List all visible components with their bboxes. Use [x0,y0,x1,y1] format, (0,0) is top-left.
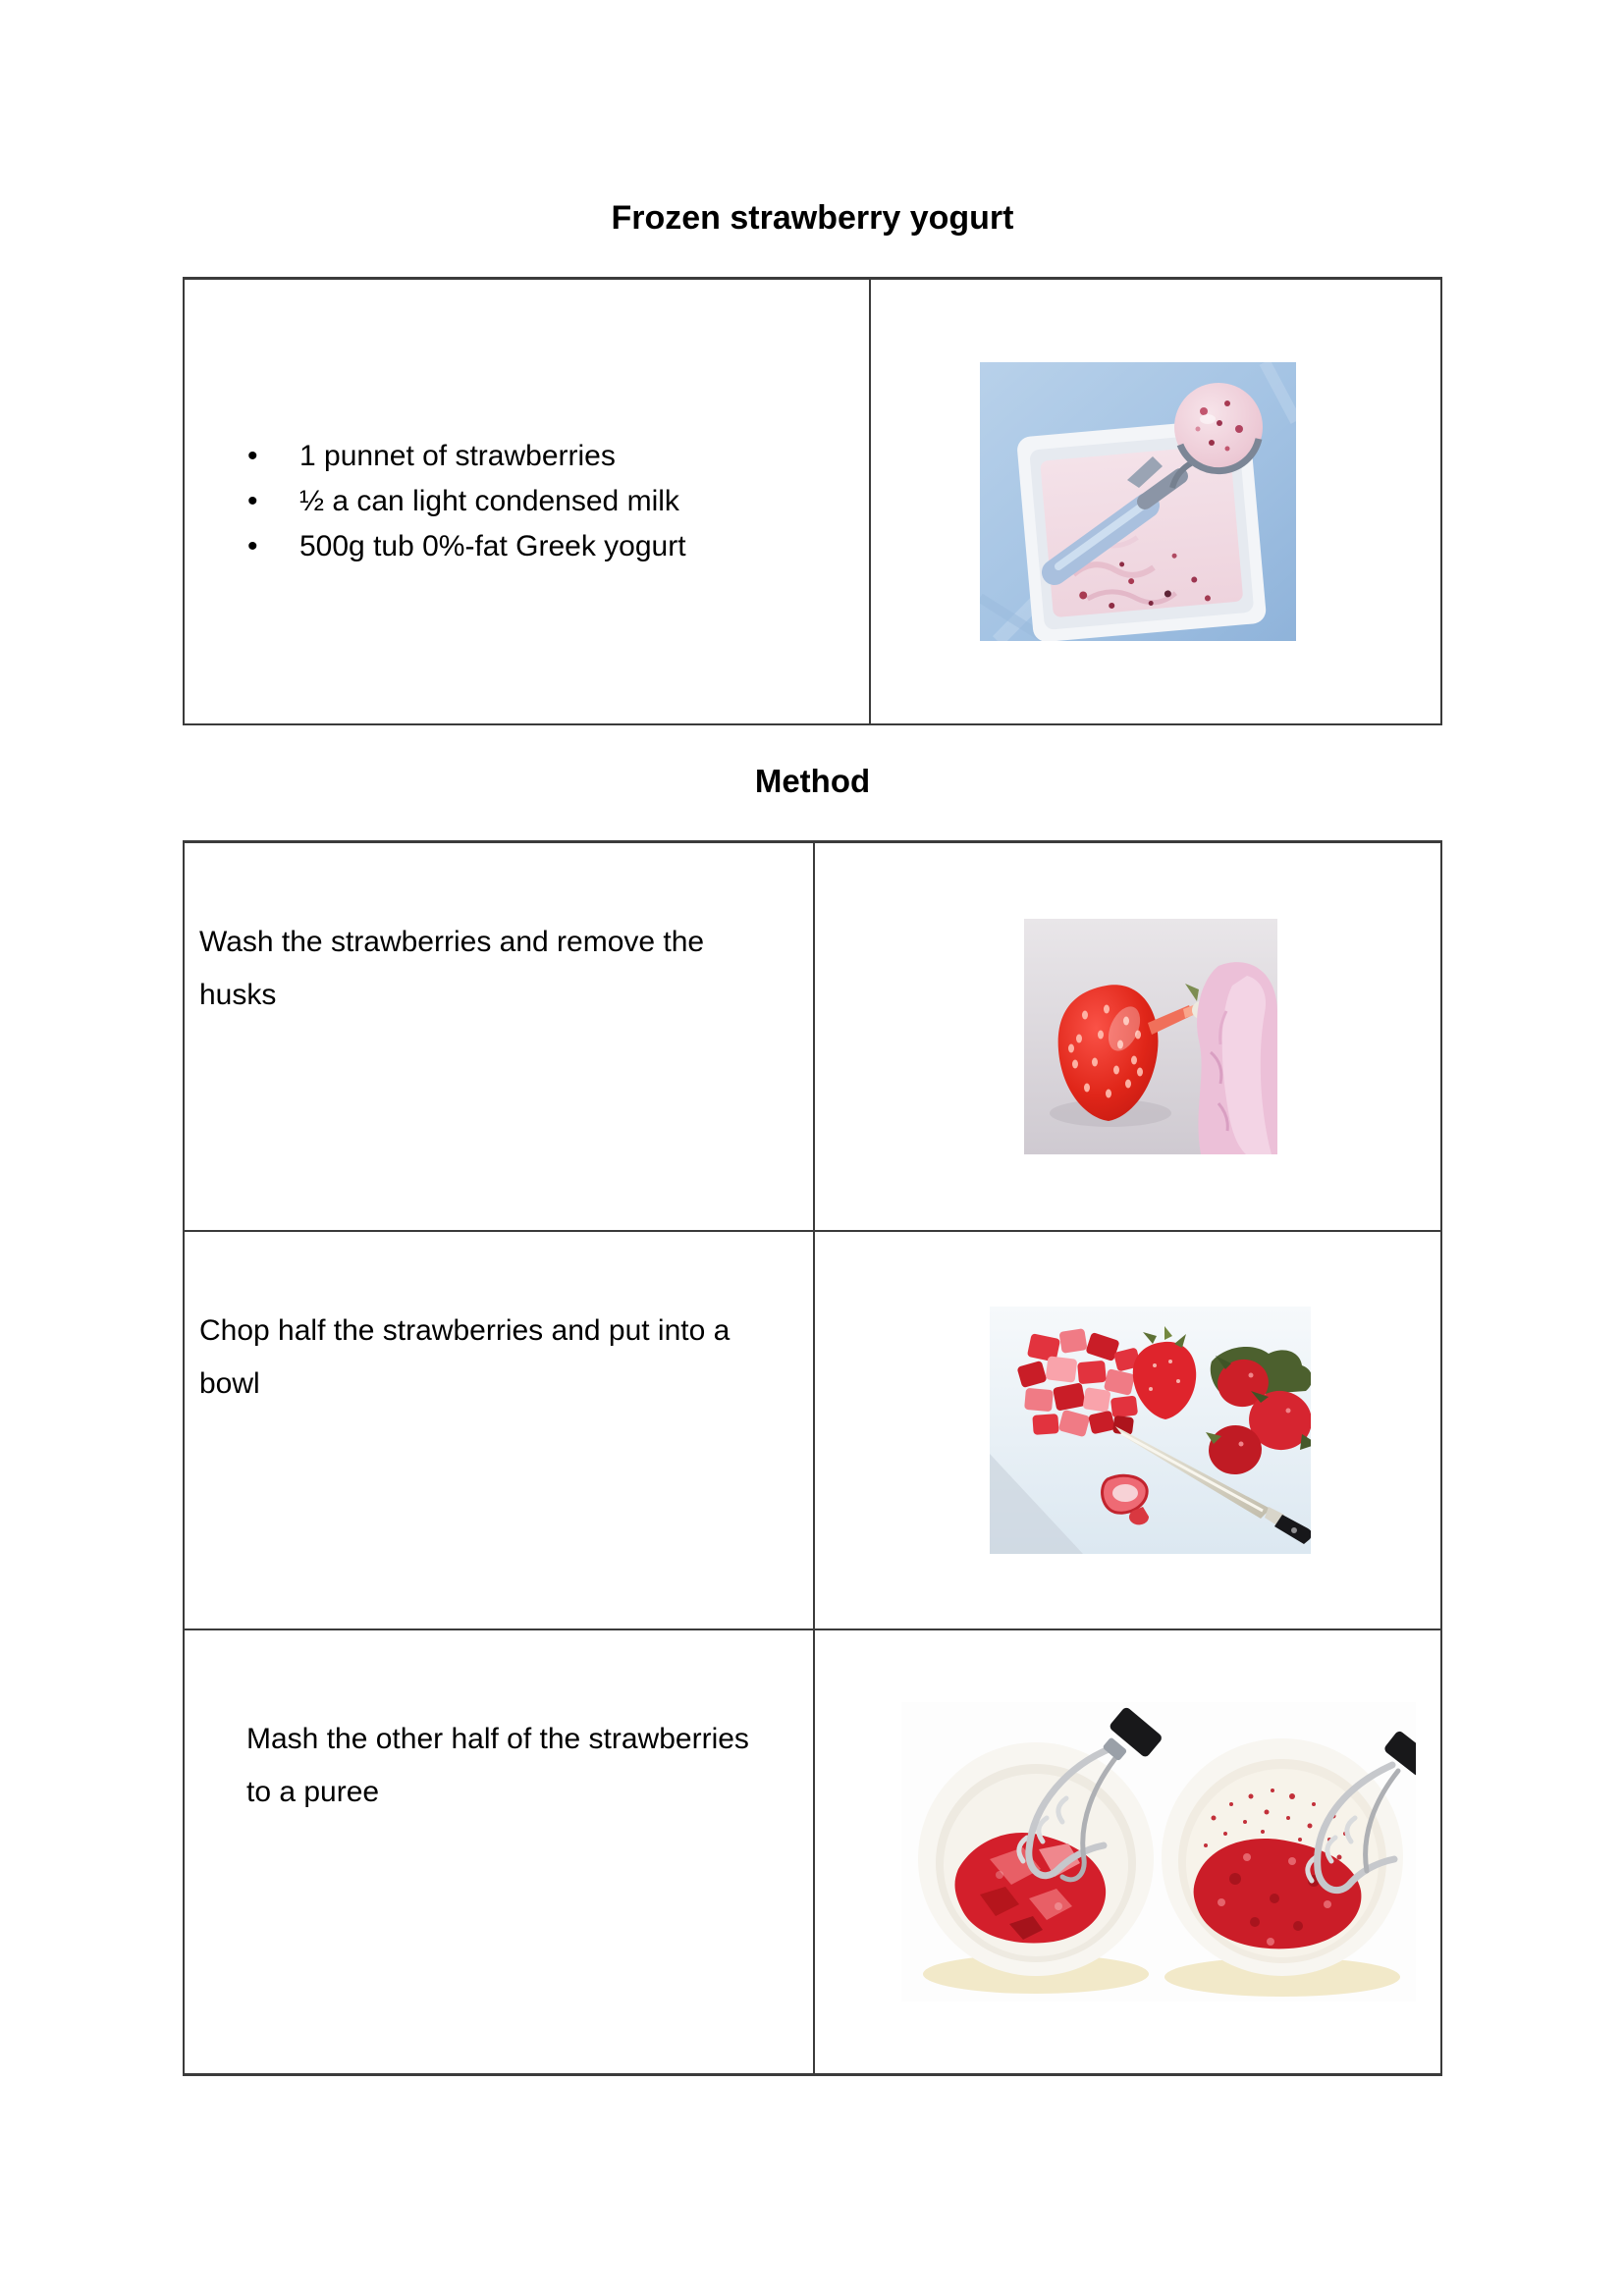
mashed-strawberries-bowls-photo [901,1702,1416,2002]
method-photo-cell [815,1232,1440,1629]
method-photo-cell [815,1630,1440,2073]
method-photo-cell [815,843,1440,1230]
method-table [183,840,1442,2076]
ingredients-cell [185,280,871,723]
method-step-text: Mash the other half of the strawberries to a puree [246,1723,749,1808]
ingredient-item: • ½ a can light condensed milk [185,479,686,524]
method-step-cell [185,843,815,1230]
ingredient-item: • 1 punnet of strawberries [185,434,686,479]
frozen-yogurt-photo [980,362,1296,641]
ingredients-table [183,277,1442,725]
ingredients-list [185,434,686,569]
document-title: Frozen strawberry yogurt [611,199,1014,237]
ingredient-item: • 500g tub 0%-fat Greek yogurt [185,524,686,569]
method-heading: Method [754,763,871,799]
method-row-3 [185,1630,1440,2073]
method-step-cell [185,1630,815,2073]
method-row-2 [185,1232,1440,1630]
method-step-text: Wash the strawberries and remove the husks [199,926,705,1011]
method-row-1 [185,843,1440,1232]
method-step-cell [185,1232,815,1629]
hulling-strawberry-photo [1024,919,1277,1154]
ingredients-photo-cell [871,280,1440,723]
chopped-strawberries-photo [990,1307,1311,1554]
method-step-text: Chop half the strawberries and put into a bowl [199,1314,731,1400]
